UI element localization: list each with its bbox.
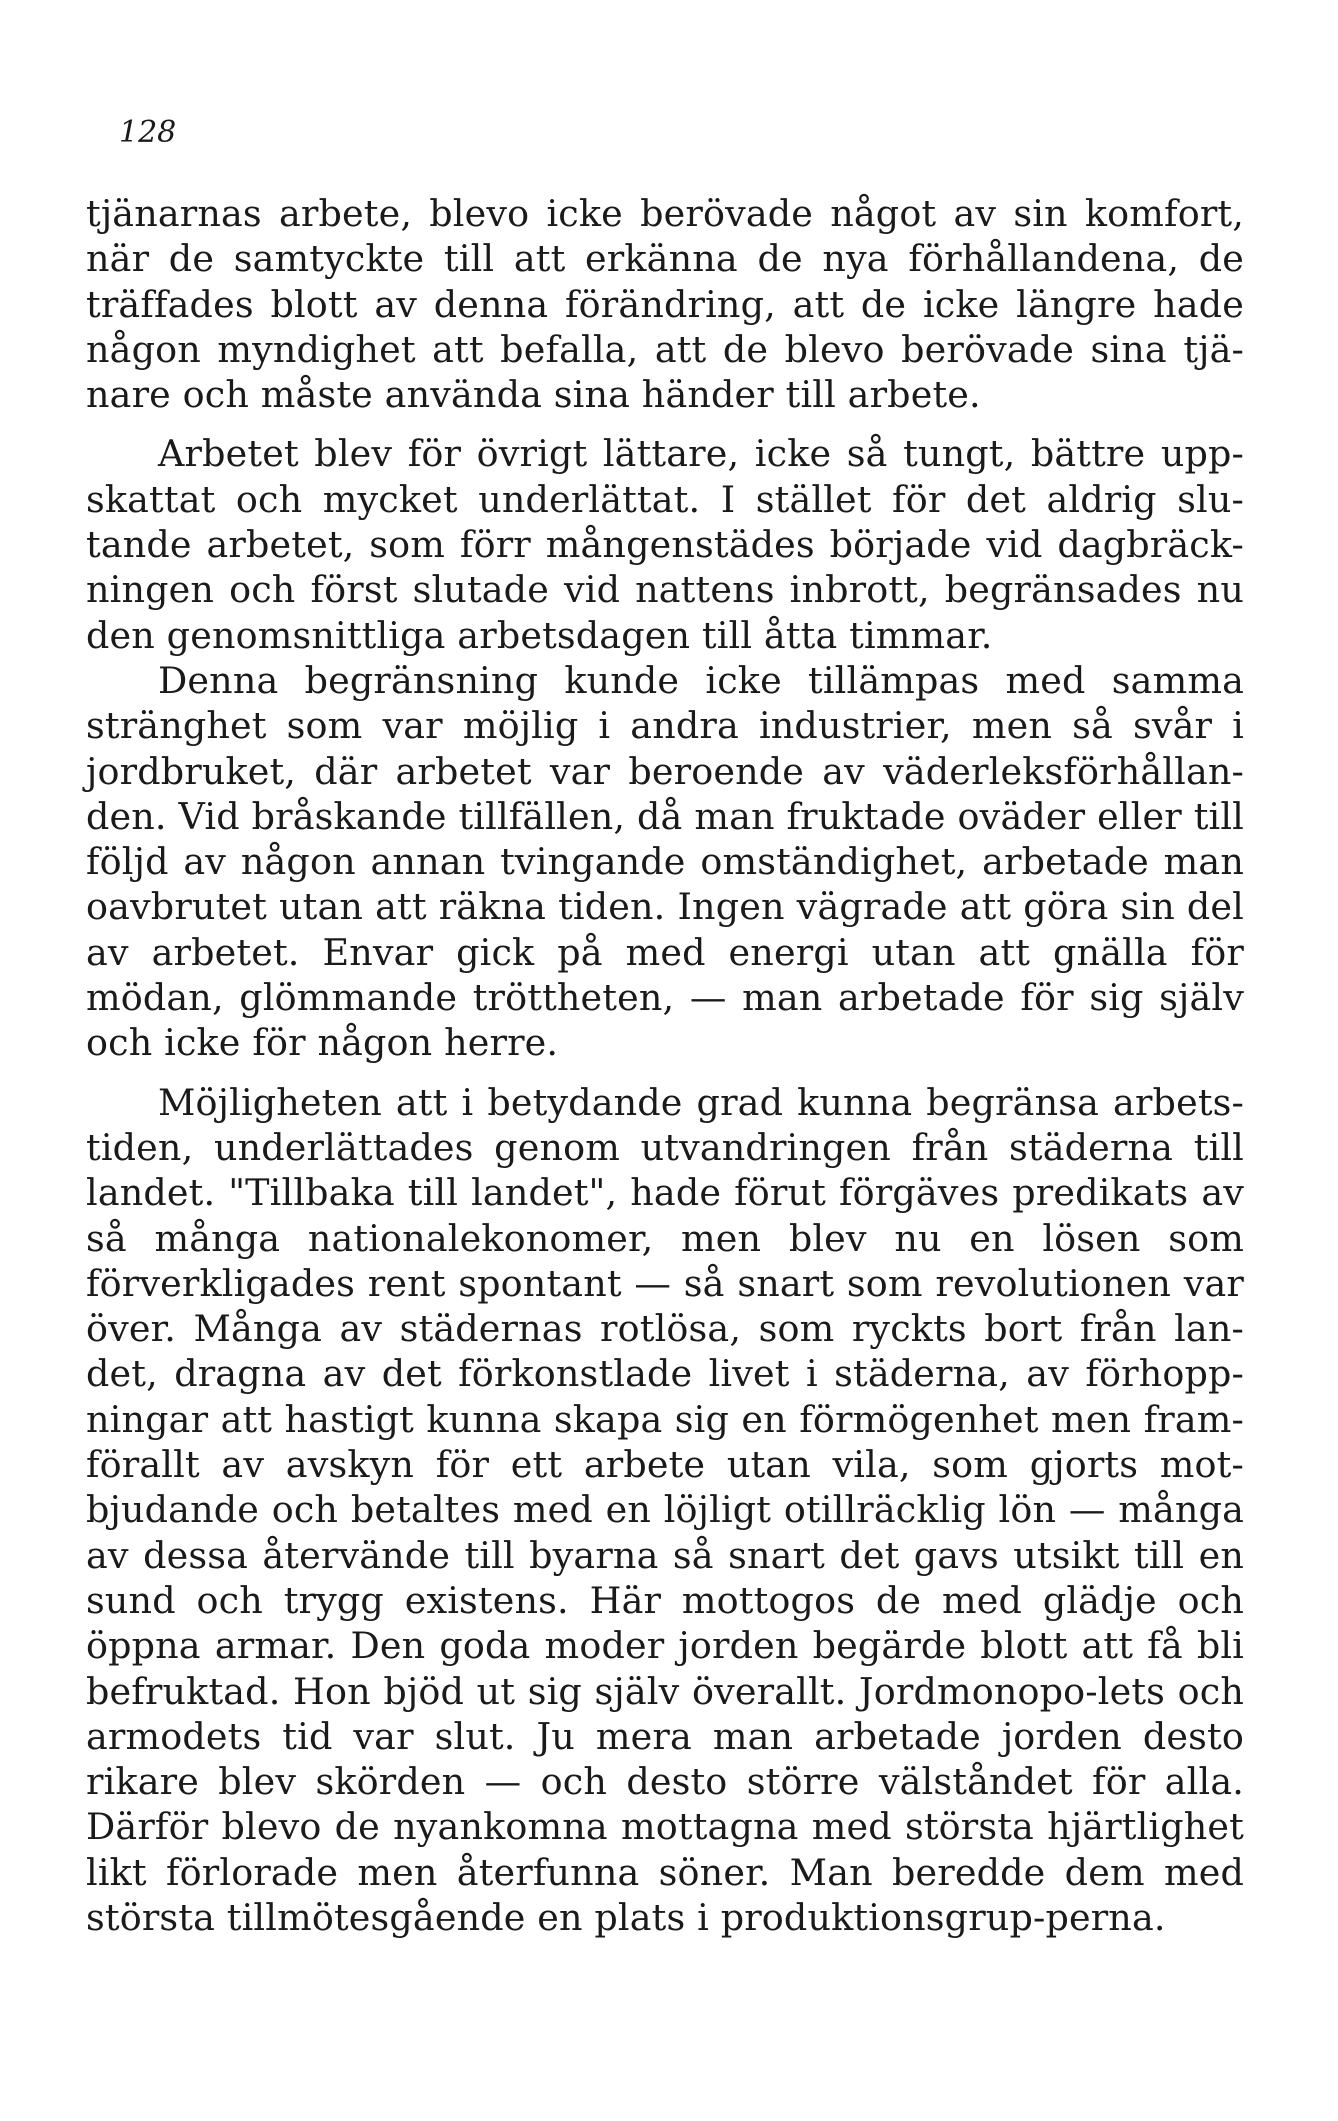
paragraph-limitation: Denna begränsning kunde icke tillämpas med samma stränghet som var möjlig i andra industrier, men så svår i jordbruket, där arbetet var beroende av väderleksförhållan-den. Vid bråskande tillfällen, då man fruktade oväder eller till följd av någon annan tvingande omständighet, arbetade man oavbrutet utan att räkna tiden. Ingen vägrade att göra sin del av arbetet. Envar gick på med energi utan att gnälla för mödan, glömmande tröttheten, — man arbetade för sig själv och icke för någon herre. (86, 658, 1244, 1065)
body-text (86, 191, 1244, 1940)
paragraph-continuation: tjänarnas arbete, blevo icke berövade något av sin komfort, när de samtyckte till att erkänna de nya förhållandena, de träffades blott av denna förändring, att de icke längre hade någon myndighet att befalla, att de blevo berövade sina tjä-nare och måste använda sina händer till arbete. (86, 192, 1244, 417)
page-number: 128 (119, 115, 177, 150)
paragraph-work-easier: Arbetet blev för övrigt lättare, icke så tungt, bättre upp-skattat och mycket underlättat. I stället för det aldrig slu-tande arbetet, som förr mångenstädes började vid dagbräck-ningen och först slutade vid nattens inbrott, begränsades nu den genomsnittliga arbetsdagen till åtta timmar. (86, 432, 1244, 657)
paragraph-back-to-land: Möjligheten att i betydande grad kunna begränsa arbets-tiden, underlättades genom utvandringen från städerna till landet. "Tillbaka till landet", hade förut förgäves predikats av så många nationalekonomer, men blev nu en lösen som förverkligades rent spontant — så snart som revolutionen var över. Många av städernas rotlösa, som ryckts bort från lan-det, dragna av det förkonstlade livet i städerna, av förhopp-ningar att hastigt kunna skapa sig en förmögenhet men fram-förallt av avskyn för ett arbete utan vila, som gjorts mot-bjudande och betaltes med en löjligt otillräcklig lön — många av dessa återvände till byarna så snart det gavs utsikt till en sund och trygg existens. Här mottogos de med glädje och öppna armar. Den goda moder jorden begärde blott att få bli befruktad. Hon bjöd ut sig själv överallt. Jordmonopo-lets och armodets tid var slut. Ju mera man arbetade jorden desto rikare blev skörden — och desto större välståndet för alla. Därför blevo de nyankomna mottagna med största hjärtlighet likt förlorade men återfunna söner. Man beredde dem med största tillmötesgående en plats i produktionsgrup-perna. (86, 1080, 1244, 1939)
